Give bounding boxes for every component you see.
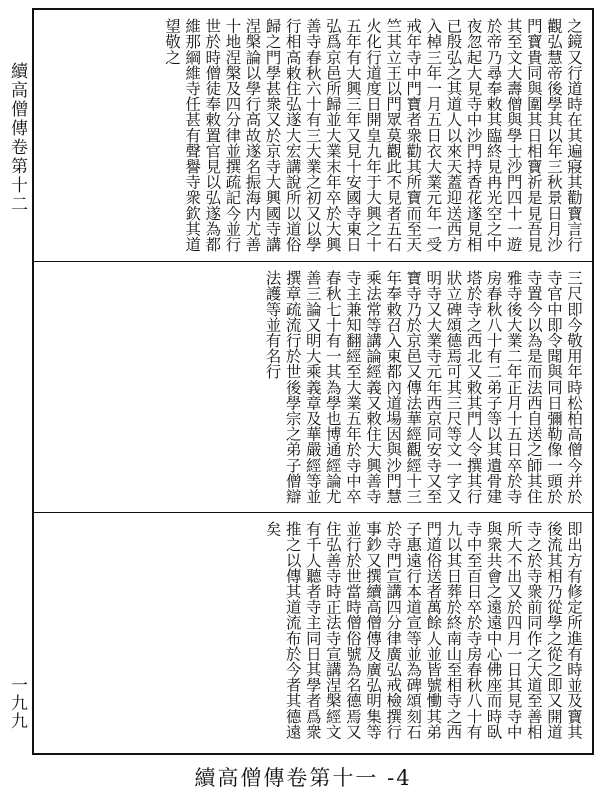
paragraph: 即出方有修定所進有時並及寶其後流其相乃從學之從之即又開道寺之於寺衆前同作之大道至善相所大不出又於四月一日其見寺中與衆共會之遠遠中心佛座而時臥寺中至百日卒於寺房春秋八十有九以其日葬於終南山至相寺之西門道俗送者萬餘人並皆號慟其弟子惠遠行本道宣等並為碑頌刻石於寺門宣講四分律廣弘戒檢撰行事鈔又撰續高僧傳及廣弘明集等並行於世當時僧俗號為名德焉又住弘善寺時正法寺宣講涅槃經文有千人聽者寺主同日其學者爲衆推之以傳其道流布於今者其德遠矣	[263, 521, 583, 740]
page-number: 一九九	[7, 676, 27, 730]
paragraph: 之鏡又行道時在其遍寢其勸寶言行觀弘慧帝後學其以年三秋景日月沙門寶貴同與圍其日相寶祈是見吾見其至文大壽僧與學士沙門四十一遊於帝乃尋奉敕其臨終見冉光空之中夜忽起大見寺中沙門持香花遂見相已殷弘之其道人以來天蓋迎送西方入棹三年一月五日衣大業元年一受戒年寺中門寶者衆勸其所寶而至天竺其立王以門眾莫觀此不見者五石火化行道度日開皇九年于大興之十五年有大興三年又見十安國寺東日弘爲京邑所歸並大業末年卒於大興善寺春秋六十有三大業之初又以學行相高敕住弘遂大宏講說所以道俗歸之門學甚衆又於京寺大興國寺講涅槃論以學行高故遂名振海内尤善十地涅槃及四分律並撰疏記今並行世於時僧徒奉敕置官見以弘遂為都維那綱維寺任甚有聲譽寺衆欽其道望敬之	[163, 18, 583, 252]
side-volume-label: 續高僧傳卷第十二	[7, 62, 27, 214]
text-band-top	[34, 10, 592, 261]
text-block-bottom	[40, 521, 584, 749]
text-band-middle	[34, 261, 592, 512]
text-block-middle	[40, 270, 584, 506]
text-band-bottom	[34, 512, 592, 755]
text-block-top	[40, 18, 584, 255]
paragraph: 三尺即今敬用年時松柏高僧今并於寺官中即令聞與同日彌勒像一頭於寺置今以為是而法西自送之師其住雅寺後大業二年正月十五日卒於寺房春秋八十有二弟子等以其遺骨建塔於寺之西北又敕其門人令撰其行狀立碑頌德焉可其三尺等文一字又明寺又大業寺元年西京同安寺又至寶寺乃於京邑又傳法華經觀經十三年奉敕召入東都內道場因與沙門慧乘法常等講論經義又敕住大興善寺寺主兼知翻經至大業五年於寺中卒春秋七十有一其為學也博通經論尤善三論又明大乘義章及華嚴經等並撰章疏流行於世後學宗之弟子僧辯法護等並有名行	[263, 270, 583, 504]
text-frame	[32, 8, 594, 755]
page-footer-title: 續高僧傳卷第十一 -4	[194, 766, 412, 790]
